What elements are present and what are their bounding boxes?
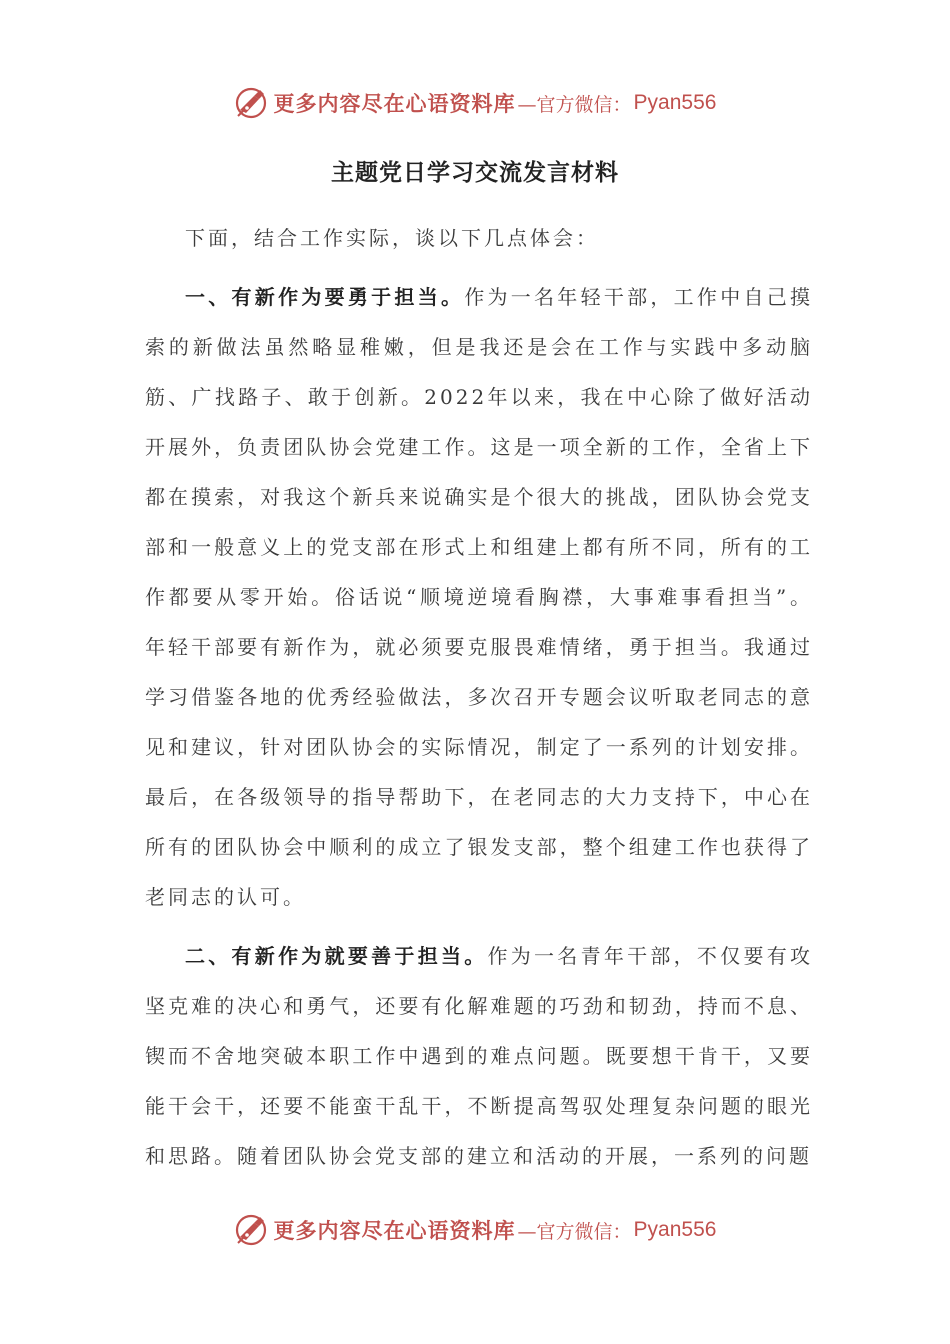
section-paragraph — [145, 931, 813, 1181]
banner-official-text: —官方微信： — [517, 1220, 632, 1243]
intro-paragraph: 下面，结合工作实际，谈以下几点体会： — [185, 226, 599, 250]
section-paragraph — [145, 272, 813, 922]
document-body — [145, 213, 813, 1190]
footer-banner — [0, 1210, 950, 1250]
section-body: 作为一名青年干部，不仅要有攻坚克难的决心和勇气，还要有化解难题的巧劲和韧劲，持而不息、锲而不舍地突破本职工作中遇到的难点问题。既要想干肯干，又要能干会干，还要不能蛮干乱干，不断提高驾驭处理复杂问题的眼光和思路。随着团队协会党支部的建立和活动的开展，一系列的问题 — [145, 944, 813, 1168]
section-heading: 一、有新作为要勇于担当。 — [185, 285, 465, 309]
pen-nib-logo-icon — [234, 1213, 268, 1247]
section-body: 作为一名年轻干部，工作中自己摸索的新做法虽然略显稚嫩，但是我还是会在工作与实践中多动脑筋、广找路子、敢于创新。2022年以来，我在中心除了做好活动开展外，负责团队协会党建工作。这是一项全新的工作，全省上下都在摸索，对我这个新兵来说确实是个很大的挑战，团队协会党支部和一般意义上的党支部在形式上和组建上都有所不同，所有的工作都要从零开始。俗话说“顺境逆境看胸襟，大事难事看担当”。年轻干部要有新作为，就必须要克服畏难情绪，勇于担当。我通过学习借鉴各地的优秀经验做法，多次召开专题会议听取老同志的意见和建议，针对团队协会的实际情况，制定了一系列的计划安排。最后，在各级领导的指导帮助下，在老同志的大力支持下，中心在所有的团队协会中顺利的成立了银发支部，整个组建工作也获得了老同志的认可。 — [145, 285, 814, 909]
pen-nib-logo-icon — [234, 86, 268, 120]
section-heading: 二、有新作为就要善于担当。 — [185, 944, 488, 968]
banner-wechat-id: Pyan556 — [633, 91, 717, 114]
banner-wechat-id: Pyan556 — [633, 1218, 717, 1241]
banner-site-text: 更多内容尽在心语资料库 — [273, 1218, 516, 1243]
banner-site-text: 更多内容尽在心语资料库 — [273, 91, 516, 116]
banner-official-text: —官方微信： — [517, 93, 632, 116]
header-banner — [0, 83, 950, 123]
document-title: 主题党日学习交流发言材料 — [331, 159, 619, 186]
